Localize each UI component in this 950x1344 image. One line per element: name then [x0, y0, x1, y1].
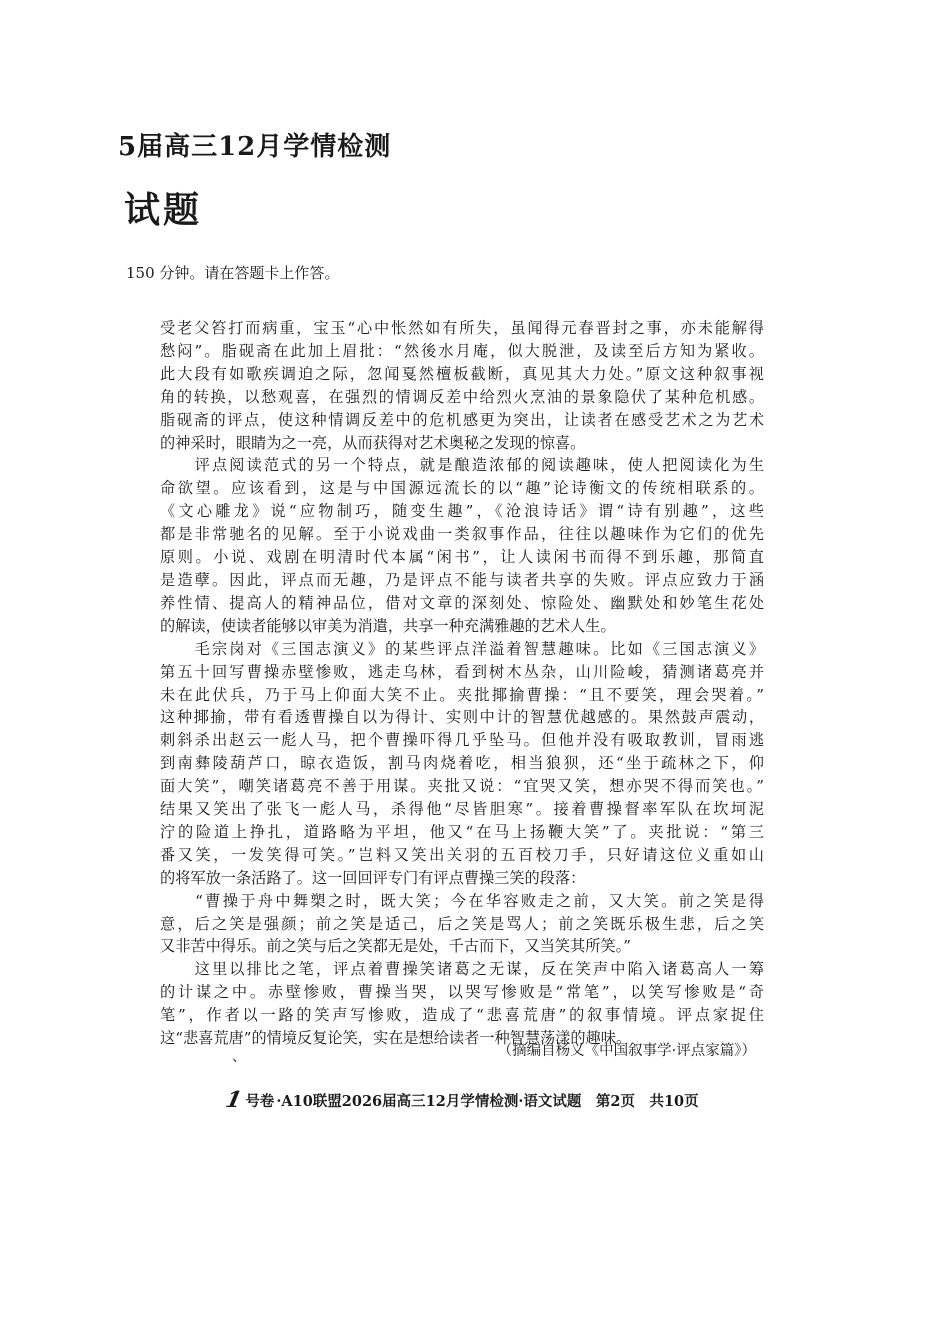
passage-line: 泞的险道上挣扎，道路略为平坦，他又“在马上扬鞭大笑”了。夹批说：“第三	[160, 822, 764, 841]
passage-line: 都是非常驰名的见解。至于小说戏曲一类叙事作品，往往以趣味作为它们的优先	[160, 525, 764, 544]
page-footer	[223, 1087, 699, 1113]
reading-passage	[160, 317, 764, 1050]
exam-title: 5届高三12月学情检测	[118, 132, 392, 162]
passage-line: 这种揶揄，带有看透曹操自以为得计、实则中计的智慧优越感的。果然鼓声震动，	[160, 708, 764, 727]
passage-line: 第五十回写曹操赤壁惨败，逃走乌林，看到树木丛杂，山川险峻，猜测诸葛亮并	[160, 662, 764, 681]
passage-line: 笔”，作者以一路的笑声写惨败，造成了“悲喜荒唐”的叙事情境。评点家捉住	[160, 1006, 764, 1025]
passage-line: 意，后之笑是强颜；前之笑是适己，后之笑是骂人；前之笑既乐极生悲，后之笑	[160, 914, 764, 933]
stray-mark: 、	[232, 1049, 246, 1065]
passage-line: 原则。小说、戏剧在明清时代本属“闲书”，让人读闲书而得不到乐趣，那简直	[160, 548, 764, 567]
passage-line: 命欲望。应该看到，这是与中国源远流长的以“趣”论诗衡文的传统相联系的。	[160, 479, 764, 498]
passage-line: “曹操于舟中舞槊之时，既大笑；今在华容败走之前，又大笑。前之笑是得	[160, 891, 764, 910]
passage-line: 又非苦中得乐。前之笑与后之笑都无是处，千古而下，又当笑其所笑。”	[160, 937, 631, 956]
passage-line: 刺斜杀出赵云一彪人马，把个曹操吓得几乎坠马。但他并没有吸取教训，冒雨逃	[160, 731, 764, 750]
passage-line: 愁闷”。脂砚斋在此加上眉批：“然後水月庵，似大脱泄，及读至后方知为紧收。	[160, 341, 764, 360]
passage-line: 受老父笞打而病重，宝玉“心中怅然如有所失，虽闻得元春晋封之事，亦未能解得	[160, 319, 764, 337]
passage-line: 角的转换，以愁观喜，在强烈的情调反差中给烈火烹油的景象隐伏了某种危机感。	[160, 387, 764, 406]
passage-line: 番又笑，一发笑得可笑。”岂料又笑出关羽的五百校刀手，只好请这位义重如山	[160, 845, 764, 864]
brand-name: 号卷	[245, 1092, 275, 1110]
passage-line: 养性情、提高人的精神品位，借对文章的深刻处、惊险处、幽默处和妙笔生花处	[160, 593, 764, 612]
passage-line: 是造孽。因此，评点而无趣，乃是评点不能与读者共享的失败。评点应致力于涵	[160, 570, 764, 589]
passage-line: 的将军放一条活路了。这一回回评专门有评点曹操三笑的段落：	[160, 868, 586, 887]
passage-line: 毛宗岗对《三国志演义》的某些评点洋溢着智慧趣味。比如《三国志演义》	[160, 639, 764, 658]
passage-line: 这“悲喜荒唐”的情境反复论笑，实在是想给读者一种智慧荡漾的趣味。	[160, 1029, 632, 1048]
passage-line: 此大段有如歌疾调迫之际，忽闻戛然檀板截断，真见其大力处。”原文这种叙事视	[160, 364, 764, 383]
exam-time-instruction: 150 分钟。请在答题卡上作答。	[126, 264, 340, 282]
passage-line: 评点阅读范式的另一个特点，就是酿造浓郁的阅读趣味，使人把阅读化为生	[160, 456, 764, 475]
footer-exam-info: ·A10联盟2026届高三12月学情检测·语文试题 第2页 共10页	[276, 1092, 699, 1110]
passage-line: 结果又笑出了张飞一彪人马，杀得他“尽皆胆寒”。接着曹操督率军队在坎坷泥	[160, 800, 764, 819]
passage-line: 脂砚斋的评点，使这种情调反差中的危机感更为突出，让读者在感受艺术之为艺术	[160, 410, 764, 429]
passage-line: 到南彝陵葫芦口，晾衣造饭，割马肉烧着吃，相当狼狈，还“坐于疏林之下，仰	[160, 754, 764, 773]
subject-title: 试题	[124, 189, 203, 231]
brand-logo-icon: 1	[223, 1087, 245, 1113]
passage-line: 的解读，使读者能够以审美为消遣，共享一种充满雅趣的艺术人生。	[160, 616, 616, 635]
passage-line: 这里以排比之笔，评点着曹操笑诸葛之无谋，反在笑声中陷入诸葛高人一筹	[160, 960, 764, 979]
passage-line: 面大笑”，嘲笑诸葛亮不善于用谋。夹批又说：“宜哭又笑，想亦哭不得而笑也。”	[160, 777, 764, 796]
passage-line: 《文心雕龙》说“应物制巧，随变生趣”，《沧浪诗话》谓“诗有别趣”，这些	[160, 502, 764, 521]
passage-line: 的神采时，眼睛为之一亮，从而获得对艺术奥秘之发现的惊喜。	[160, 433, 586, 452]
passage-line: 未在此伏兵，乃于马上仰面大笑不止。夹批揶揄曹操：“且不要笑，理会哭着。”	[160, 685, 764, 704]
passage-source: （摘编自杨义《中国叙事学·评点家篇》）	[497, 1043, 756, 1059]
passage-line: 的计谋之中。赤壁惨败，曹操当哭，以哭写惨败是“常笔”，以笑写惨败是“奇	[160, 983, 764, 1002]
